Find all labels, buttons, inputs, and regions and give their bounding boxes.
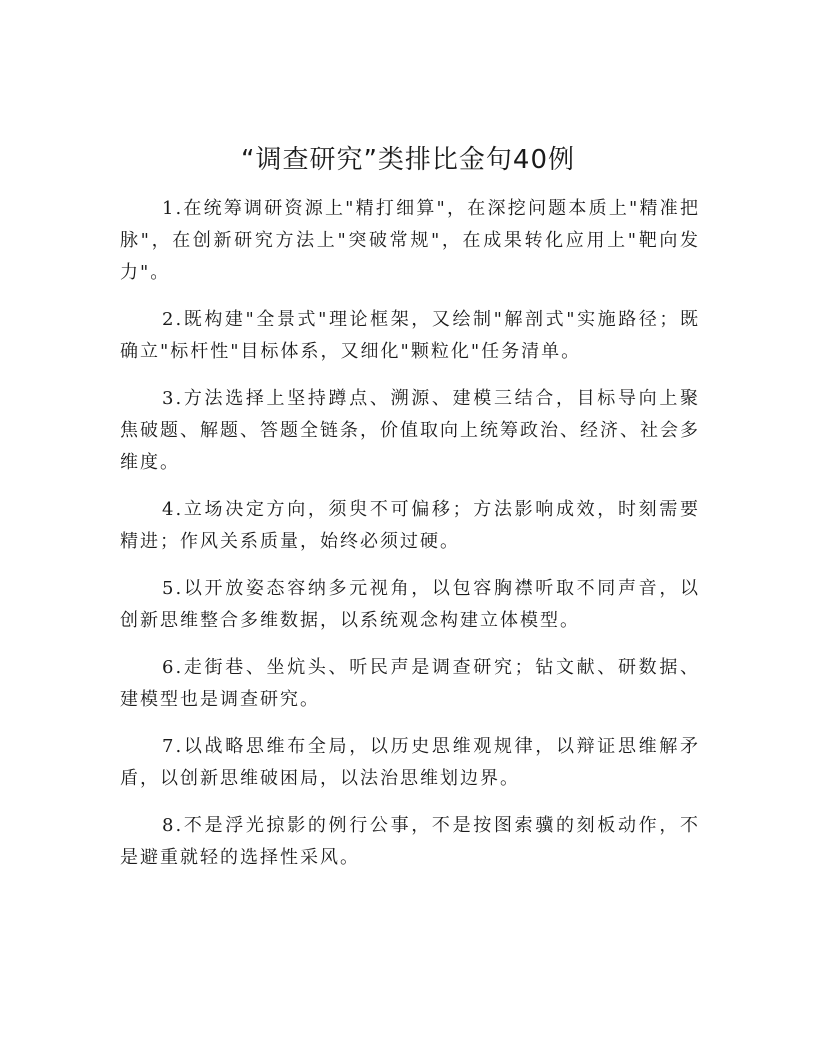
document-body [120, 193, 700, 889]
paragraph-8: 8.不是浮光掠影的例行公事，不是按图索骥的刻板动作，不是避重就轻的选择性采风。 [120, 815, 700, 868]
paragraph-2: 2.既构建"全景式"理论框架，又绘制"解剖式"实施路径；既确立"标杆性"目标体系，又细化"颗粒化"任务清单。 [120, 309, 700, 362]
paragraph-1: 1.在统筹调研资源上"精打细算"，在深挖问题本质上"精准把脉"，在创新研究方法上"突破常规"，在成果转化应用上"靶向发力"。 [120, 198, 700, 283]
paragraph-3: 3.方法选择上坚持蹲点、溯源、建模三结合，目标导向上聚焦破题、解题、答题全链条，价值取向上统筹政治、经济、社会多维度。 [120, 388, 700, 473]
document-title: “调查研究”类排比金句40例 [240, 145, 576, 175]
paragraph-4: 4.立场决定方向，须臾不可偏移；方法影响成效，时刻需要精进；作风关系质量，始终必须过硬。 [120, 499, 700, 552]
paragraph-5: 5.以开放姿态容纳多元视角，以包容胸襟听取不同声音，以创新思维整合多维数据，以系统观念构建立体模型。 [120, 578, 700, 631]
paragraph-7: 7.以战略思维布全局，以历史思维观规律，以辩证思维解矛盾，以创新思维破困局，以法治思维划边界。 [120, 736, 700, 789]
paragraph-6: 6.走街巷、坐炕头、听民声是调查研究；钻文献、研数据、建模型也是调查研究。 [120, 657, 700, 710]
